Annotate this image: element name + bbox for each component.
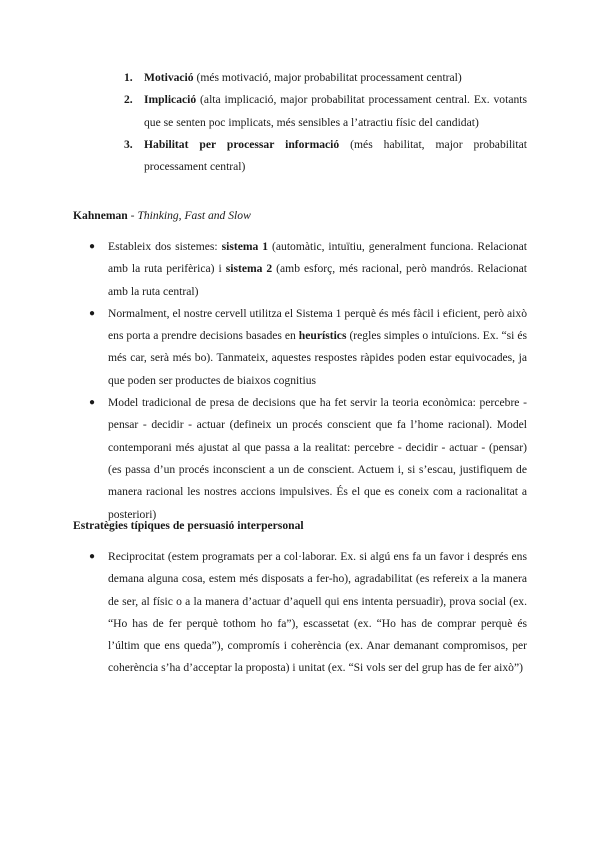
item-term: heurístics: [298, 329, 347, 343]
bullet-icon: ●: [89, 397, 96, 409]
item-term: Habilitat per processar informació: [144, 137, 340, 151]
section-title: Estratègies típiques de persuasió interpersonal: [73, 519, 304, 532]
kahneman-heading: [73, 205, 251, 227]
item-number: 1.: [124, 71, 133, 84]
bullet-icon: ●: [89, 551, 96, 562]
book-title: Thinking, Fast and Slow: [137, 209, 251, 222]
item-term: sistema 1: [221, 240, 269, 253]
kahneman-bullet-list: [89, 236, 527, 526]
item-text: (amb esforç, més racional, però mandrós. Relacionat amb la ruta central): [108, 262, 527, 298]
item-text: Normalment, el nostre cervell utilitza el Sistema 1 perquè és més fàcil i eficient, però això ens porta a prendre decisions basades en: [108, 306, 527, 343]
numbered-list: [124, 67, 527, 178]
list-item: [89, 546, 527, 680]
bullet-icon: ●: [89, 241, 96, 252]
list-item: [89, 236, 527, 303]
item-text: Estableix dos sistemes:: [108, 240, 222, 253]
numbered-item: [124, 89, 527, 134]
estrategies-bullet-list: [89, 546, 527, 680]
item-text: Reciprocitat (estem programats per a col·laborar. Ex. si algú ens fa un favor i després ens demana alguna cosa, estem més disposats a fer-ho), agradabilitat (es refereix a la manera de ser, al físic o a la manera d’actuar d’aquell qui ens intenta persuadir), prova social (ex. “Ho has de fer perquè tothom ho fa”), escassetat (ex. “Ho has de comprar perquè és l’últim que ens queda”), compromís i coherència (ex. Anar demanant compromisos, per coherència s’ha d’acceptar la proposta) i unitat (ex. “Si vols ser del grup has de fer això”): [108, 550, 527, 675]
item-term: sistema 2: [225, 262, 273, 276]
item-text: Model tradicional de presa de decisions que ha fet servir la teoria econòmica: percebre - pensar - decidir - actuar (defineix un procés conscient que fa l’home racional). Model contemporani més ajustat al que passa a la realitat: percebre - decidir - actuar - (pensar) (es passa d’un procés inconscient a un de conscient. Actuem i, si s’escau, justifiquem de manera racional les nostres accions impulsives. És el que es coneix com a racionalitat a posteriori): [108, 396, 527, 521]
item-number: 2.: [124, 93, 133, 107]
heading-separator: -: [127, 209, 138, 222]
bullet-icon: ●: [89, 307, 96, 319]
estrategies-heading: [73, 515, 304, 537]
numbered-item: [124, 67, 527, 89]
list-item: [89, 392, 527, 526]
item-term: Implicació: [144, 93, 197, 107]
item-term: Motivació: [144, 71, 194, 84]
numbered-item: [124, 134, 527, 179]
item-text: (automàtic, intuïtiu, generalment funciona. Relacionat amb la ruta perifèrica) i: [108, 240, 528, 276]
item-text: (regles simples o intuïcions. Ex. “si és més car, serà més bo). Tanmateix, aquestes respostes ràpides poden estar equivocades, ja que poden ser productes de biaixos cognitius: [108, 329, 527, 387]
item-number: 3.: [124, 137, 133, 151]
item-text: (alta implicació, major probabilitat processament central. Ex. votants que se senten poc implicats, més sensibles a l’atractiu físic del candidat): [144, 93, 527, 129]
author-name: Kahneman: [73, 209, 128, 222]
item-text: (més motivació, major probabilitat processament central): [193, 71, 462, 84]
list-item: [89, 303, 527, 392]
item-text: (més habilitat, major probabilitat processament central): [144, 137, 527, 174]
